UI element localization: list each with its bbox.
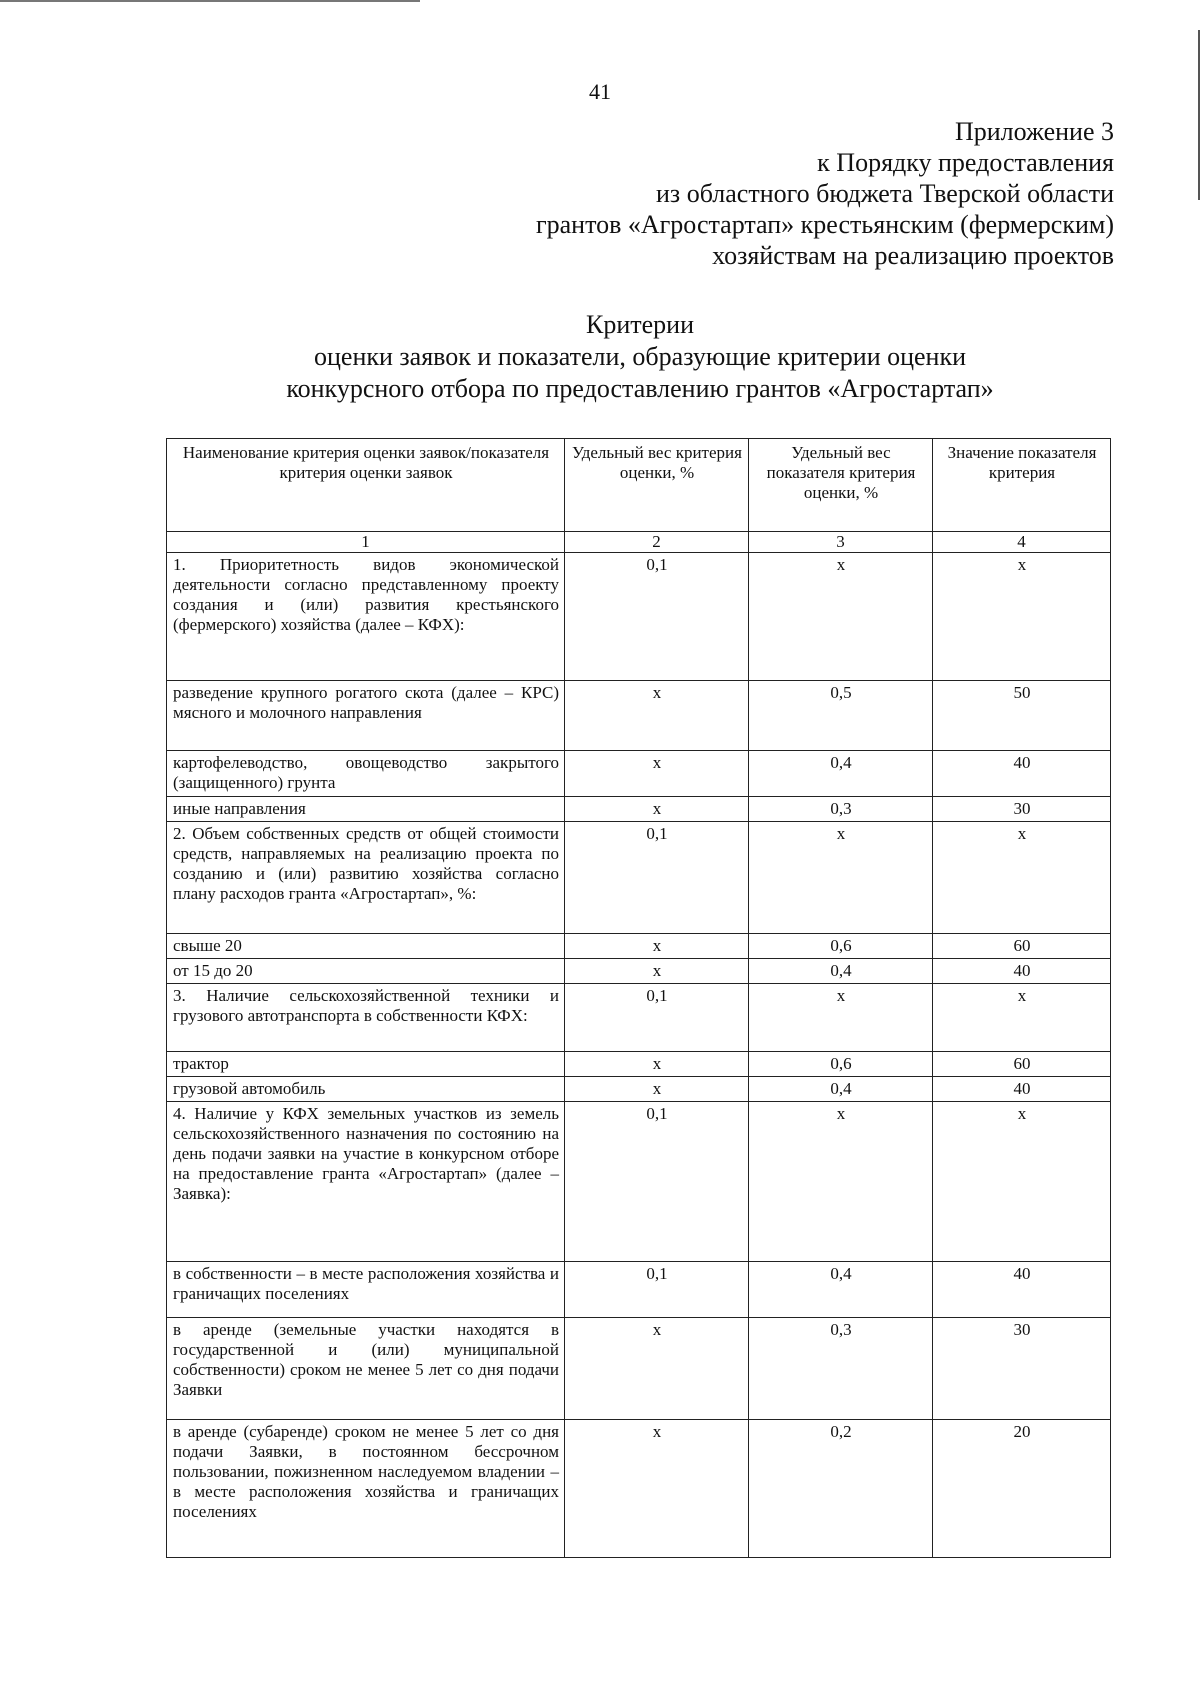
table-row xyxy=(167,751,1111,797)
indicator-value: 40 xyxy=(933,959,1111,984)
indicator-value: 40 xyxy=(933,751,1111,797)
indicator-weight: 0,3 xyxy=(749,797,933,822)
indicator-value: 60 xyxy=(933,934,1111,959)
table-row xyxy=(167,984,1111,1052)
title-line: конкурсного отбора по предоставлению грантов «Агростартап» xyxy=(286,374,994,403)
criterion-name: картофелеводство, овощеводство закрытого (защищенного) грунта xyxy=(167,751,565,797)
indicator-weight: 0,3 xyxy=(749,1318,933,1420)
header-indicator-value: Значение показателя критерия xyxy=(933,439,1111,532)
criterion-weight: x xyxy=(565,751,749,797)
table-header-row xyxy=(167,439,1111,532)
indicator-value: x xyxy=(933,553,1111,681)
criterion-name: разведение крупного рогатого скота (далее – КРС) мясного и молочного направления xyxy=(167,681,565,751)
criterion-weight: x xyxy=(565,934,749,959)
criterion-name: в аренде (земельные участки находятся в государственной и (или) муниципальной собственности) сроком не менее 5 лет со дня подачи Заявки xyxy=(167,1318,565,1420)
table-row xyxy=(167,1420,1111,1558)
scan-edge-line xyxy=(0,0,420,2)
appendix-line: к Порядку предоставления xyxy=(817,148,1114,177)
criterion-name: в аренде (субаренде) сроком не менее 5 лет со дня подачи Заявки, в постоянном бессрочном пользовании, пожизненном наследуемом владении – в месте расположения хозяйства и граничащих поселениях xyxy=(167,1420,565,1558)
title-line: оценки заявок и показатели, образующие критерии оценки xyxy=(313,342,967,371)
indicator-value: 30 xyxy=(933,1318,1111,1420)
table-row xyxy=(167,959,1111,984)
page-number: 41 xyxy=(589,79,611,104)
column-number: 2 xyxy=(565,532,749,553)
indicator-value: 40 xyxy=(933,1077,1111,1102)
column-number-row xyxy=(167,532,1111,553)
criterion-name: грузовой автомобиль xyxy=(167,1077,565,1102)
indicator-value: 20 xyxy=(933,1420,1111,1558)
indicator-value: x xyxy=(933,984,1111,1052)
indicator-weight: 0,6 xyxy=(749,1052,933,1077)
indicator-weight: x xyxy=(749,1102,933,1262)
appendix-line: из областного бюджета Тверской области xyxy=(656,179,1114,208)
criterion-weight: 0,1 xyxy=(565,822,749,934)
criterion-weight: x xyxy=(565,1420,749,1558)
indicator-value: x xyxy=(933,822,1111,934)
criterion-name: в собственности – в месте расположения хозяйства и граничащих поселениях xyxy=(167,1262,565,1318)
criterion-name: 2. Объем собственных средств от общей стоимости средств, направляемых на реализацию проекта по созданию и (или) развитию хозяйства согласно плану расходов гранта «Агростартап», %: xyxy=(167,822,565,934)
indicator-weight: 0,4 xyxy=(749,959,933,984)
criterion-name: 1. Приоритетность видов экономической деятельности согласно представленному проекту создания и (или) развития крестьянского (фермерского) хозяйства (далее – КФХ): xyxy=(167,553,565,681)
header-indicator-weight: Удельный вес показателя критерия оценки, % xyxy=(749,439,933,532)
criterion-weight: x xyxy=(565,1318,749,1420)
criterion-weight: 0,1 xyxy=(565,1102,749,1262)
appendix-line: Приложение 3 xyxy=(954,117,1114,146)
criteria-table xyxy=(166,438,1111,1558)
criterion-weight: 0,1 xyxy=(565,1262,749,1318)
table-row xyxy=(167,797,1111,822)
table-row xyxy=(167,1102,1111,1262)
indicator-weight: x xyxy=(749,822,933,934)
criterion-name: от 15 до 20 xyxy=(167,959,565,984)
appendix-header xyxy=(434,116,1114,271)
criterion-weight: 0,1 xyxy=(565,553,749,681)
header-criterion-name: Наименование критерия оценки заявок/показателя критерия оценки заявок xyxy=(167,439,565,532)
criterion-weight: x xyxy=(565,1077,749,1102)
header-criterion-weight: Удельный вес критерия оценки, % xyxy=(565,439,749,532)
indicator-weight: 0,4 xyxy=(749,1077,933,1102)
indicator-weight: x xyxy=(749,553,933,681)
title-line: Критерии xyxy=(586,310,694,339)
column-number: 3 xyxy=(749,532,933,553)
criterion-weight: x xyxy=(565,797,749,822)
criterion-name: 4. Наличие у КФХ земельных участков из земель сельскохозяйственного назначения по состоянию на день подачи заявки на участие в конкурсном отборе на предоставление гранта «Агростартап» (далее – Заявка): xyxy=(167,1102,565,1262)
indicator-value: 60 xyxy=(933,1052,1111,1077)
table-row xyxy=(167,1052,1111,1077)
criterion-name: 3. Наличие сельскохозяйственной техники и грузового автотранспорта в собственности КФХ: xyxy=(167,984,565,1052)
indicator-weight: 0,4 xyxy=(749,751,933,797)
indicator-value: 30 xyxy=(933,797,1111,822)
indicator-weight: 0,5 xyxy=(749,681,933,751)
table-row xyxy=(167,822,1111,934)
table-row xyxy=(167,1077,1111,1102)
criterion-weight: x xyxy=(565,1052,749,1077)
table-row xyxy=(167,553,1111,681)
indicator-weight: x xyxy=(749,984,933,1052)
criterion-weight: x xyxy=(565,959,749,984)
indicator-value: 40 xyxy=(933,1262,1111,1318)
criterion-name: трактор xyxy=(167,1052,565,1077)
indicator-value: x xyxy=(933,1102,1111,1262)
indicator-weight: 0,4 xyxy=(749,1262,933,1318)
table-row xyxy=(167,934,1111,959)
criterion-weight: x xyxy=(565,681,749,751)
criterion-name: свыше 20 xyxy=(167,934,565,959)
column-number: 1 xyxy=(167,532,565,553)
indicator-weight: 0,2 xyxy=(749,1420,933,1558)
column-number: 4 xyxy=(933,532,1111,553)
indicator-weight: 0,6 xyxy=(749,934,933,959)
table-row xyxy=(167,1262,1111,1318)
criterion-weight: 0,1 xyxy=(565,984,749,1052)
table-row xyxy=(167,681,1111,751)
document-title xyxy=(150,309,1130,405)
criterion-name: иные направления xyxy=(167,797,565,822)
indicator-value: 50 xyxy=(933,681,1111,751)
table-row xyxy=(167,1318,1111,1420)
appendix-line: хозяйствам на реализацию проектов xyxy=(712,241,1114,270)
appendix-line: грантов «Агростартап» крестьянским (фермерским) xyxy=(535,210,1114,239)
